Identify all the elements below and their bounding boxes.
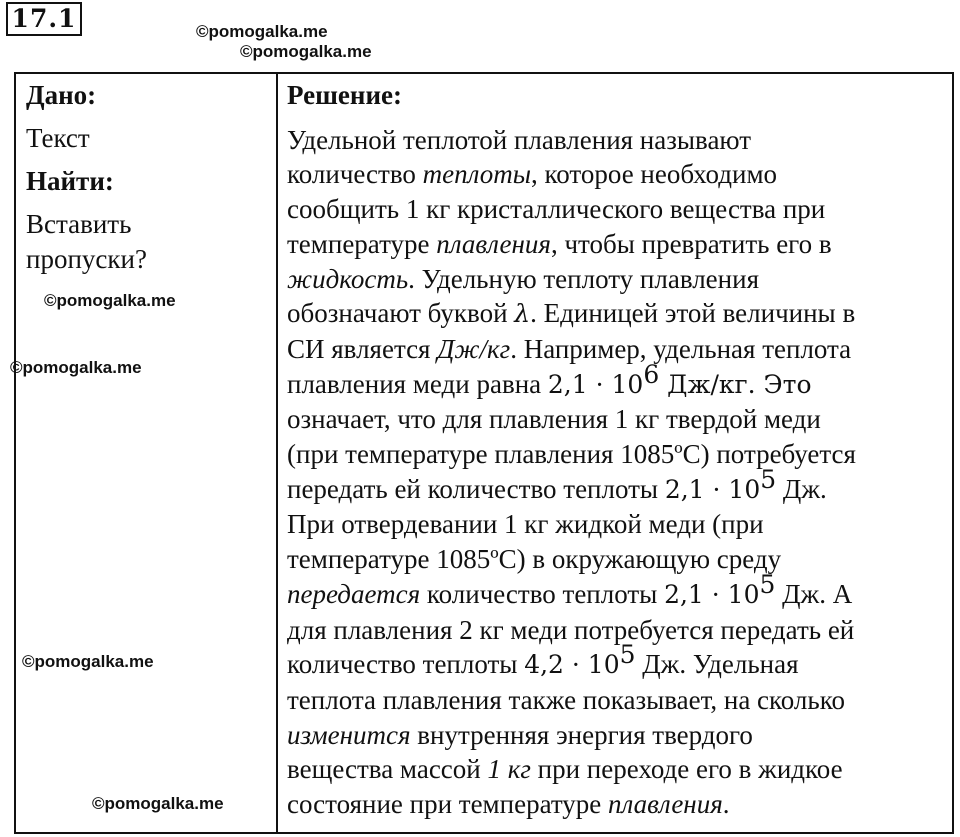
task-number: 17.1	[6, 2, 82, 36]
math-formula: 2,1 · 10	[547, 369, 644, 399]
solution-line: количество теплоты, которое необходимо	[287, 159, 778, 190]
solution-line: для плавления 2 кг меди потребуется передать ей	[287, 614, 855, 645]
solution-line: состояние при температуре плавления.	[287, 789, 730, 820]
watermark: ©pomogalka.me	[44, 291, 176, 310]
solution-line: При отвердевании 1 кг жидкой меди (при	[287, 509, 764, 540]
solution-line: передается количество теплоты $2,1 \cdot 10^5$ Дж. А	[287, 569, 853, 609]
solution-line: температуре плавления, чтобы превратить его в	[287, 228, 832, 259]
watermark: ©pomogalka.me	[10, 358, 142, 377]
solution-line: обозначают буквой λ. Единицей этой величины в	[287, 298, 856, 329]
solution-line: плавления меди равна $2,1 \cdot 10^6$ Дж/кг. Это	[287, 359, 812, 399]
solution-line: означает, что для плавления 1 кг твердой меди	[287, 404, 821, 435]
math-formula: 2,1 · 10	[664, 474, 761, 504]
watermark: ©pomogalka.me	[240, 42, 372, 61]
solution-line: изменится внутренняя энергия твердого	[287, 719, 753, 750]
find-heading: Найти:	[26, 166, 114, 196]
solution-column	[287, 78, 947, 822]
math-formula: 4,2 · 10	[524, 650, 620, 680]
watermark: ©pomogalka.me	[22, 652, 154, 671]
find-text-line: пропуски?	[26, 244, 147, 274]
solution-line: сообщить 1 кг кристаллического вещества при	[287, 194, 826, 225]
solution-line: жидкость. Удельную теплоту плавления	[287, 263, 759, 294]
watermark: ©pomogalka.me	[196, 22, 328, 41]
solution-line: теплота плавления также показывает, на сколько	[287, 684, 845, 715]
lambda-symbol: λ	[514, 299, 531, 329]
solution-line: передать ей количество теплоты $2,1 \cdot 10^5$ Дж.	[287, 464, 827, 504]
solution-line: (при температуре плавления 1085ºС) потребуется	[287, 439, 856, 470]
solution-line: СИ является Дж/кг. Например, удельная теплота	[287, 333, 852, 364]
find-text-line: Вставить	[26, 209, 132, 239]
given-heading: Дано:	[26, 80, 97, 110]
math-formula: 2,1 · 10	[664, 579, 760, 609]
given-text: Текст	[26, 123, 90, 153]
solution-line: Удельной теплотой плавления называют	[287, 124, 752, 155]
solution-line: температуре 1085ºС) в окружающую среду	[287, 544, 782, 575]
column-divider	[276, 72, 278, 834]
solution-line: вещества массой 1 кг при переходе его в жидкое	[287, 754, 843, 785]
given-column	[26, 78, 266, 277]
solution-line: количество теплоты $4,2 \cdot 10^5$ Дж. Удельная	[287, 640, 799, 680]
watermark: ©pomogalka.me	[92, 794, 224, 813]
solution-heading: Решение:	[287, 80, 402, 110]
